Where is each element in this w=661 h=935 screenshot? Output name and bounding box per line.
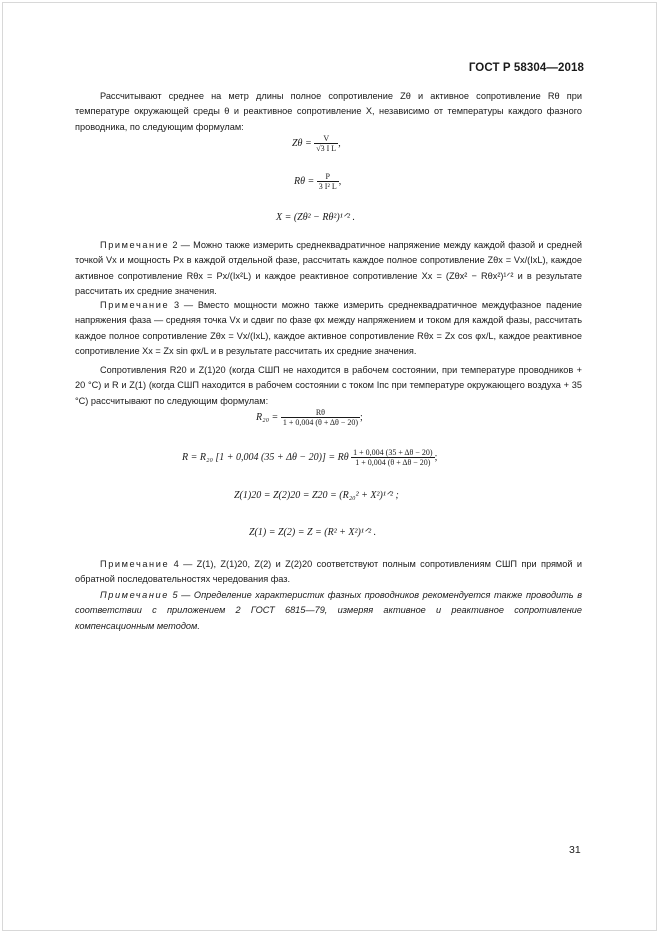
note-3 [75, 298, 582, 359]
resistances-paragraph: Сопротивления R20 и Z(1)20 (когда СШП не находится в рабочем состоянии, при температуре проводников + 20 °C) и R и Z(1) (когда СШП находится в рабочем состоянии с током Iпс при температуре окружающего воздуха + 35 °C) рассчитывают по следующим формулам: [75, 365, 582, 406]
formula-r-den: 1 + 0,004 (θ + Δθ − 20) [355, 458, 431, 467]
note-5-text: 5 — Определение характеристик фазных проводников рекомендуется также проводить в соответствии с приложением 2 ГОСТ 6815—79, измеряя активное и реактивное сопротивление компенсационным методом. [75, 590, 582, 631]
formula-r-theta-lhs: Rθ = [294, 175, 315, 187]
note-2-text: 2 — Можно также измерить среднеквадратичное напряжение между каждой фазой и средней точкой Vx и мощность Px в каждой отдельной фазе, рассчитать каждое полное сопротивление Zθx = Vx/(IxL), каждое активное сопротивление Rθx = Px/(Ix²L) и каждое реактивное сопротивление Xx = (Zθx² − Rθx²)¹ᐟ² и в результате рассчитать их средние значения. [75, 240, 582, 296]
formula-r-tail: ; [434, 451, 438, 463]
formula-z: Z(1) = Z(2) = Z = (R² + X²)¹ᐟ² . [249, 527, 377, 538]
document-header: ГОСТ Р 58304—2018 [468, 62, 584, 74]
formula-r-theta: Rθ = $\frac{P}{\text{3 I² L}}$ , [294, 172, 342, 191]
page-number: 31 [569, 844, 581, 856]
formula-r-theta-den: 3 I² L [318, 182, 337, 191]
formula-x: X = (Zθ² − Rθ²)¹ᐟ² . [276, 212, 355, 223]
formula-r-lhs: R = R₂₀ [1 + 0,004 (35 + Δθ − 20)] = Rθ [182, 451, 349, 463]
note-4 [75, 557, 582, 588]
formula-r20-tail: ; [360, 411, 363, 423]
formula-r20-num: Rθ [281, 408, 360, 418]
formula-r [182, 448, 437, 467]
formula-r20-lhs: R₂₀ = [256, 411, 279, 423]
formula-z-theta: Zθ = $\frac{V}{\text{√3 I L}}$ , [292, 134, 341, 153]
formula-z-theta-den: √3 I L [316, 144, 337, 153]
note-3-label: Примечание [100, 300, 170, 310]
note-2-label: Примечание [100, 240, 170, 250]
note-4-label: Примечание [100, 559, 170, 569]
formula-z20: Z(1)20 = Z(2)20 = Z20 = (R₂₀² + X²)¹ᐟ² ; [234, 490, 399, 501]
formula-z-theta-num: V [314, 134, 338, 144]
intro-paragraph: Рассчитывают среднее на метр длины полное сопротивление Zθ и активное сопротивление Rθ при температуре окружающей среды θ и реактивное сопротивление X, независимо от температуры каждого фазного проводника, по следующим формулам: [75, 91, 582, 132]
formula-z-theta-lhs: Zθ = [292, 137, 312, 149]
formula-r-num: 1 + 0,004 (35 + Δθ − 20) [353, 448, 433, 457]
note-5-label: Примечание [100, 590, 169, 600]
note-4-text: 4 — Z(1), Z(1)20, Z(2) и Z(2)20 соответствуют полным сопротивлениям СШП при прямой и обратной последовательностях чередования фаз. [75, 559, 582, 585]
note-5 [75, 588, 582, 634]
note-3-text: 3 — Вместо мощности можно также измерить среднеквадратичное междуфазное падение напряжения фаза — средняя точка Vx и сдвиг по фазе φx между напряжением и током для каждой фазы, рассчитать каждое полное сопротивление Zθx = Vx/(IxL), каждое активное сопротивление Rθx = Zx cos φx/L, каждое реактивное сопротивление Xx = Zx sin φx/L и в результате рассчитать их средние значения. [75, 300, 582, 356]
formula-r20 [256, 408, 363, 427]
formula-r-theta-num: P [317, 172, 339, 182]
formula-r20-den: 1 + 0,004 (θ + Δθ − 20) [282, 418, 359, 427]
note-2 [75, 238, 582, 299]
